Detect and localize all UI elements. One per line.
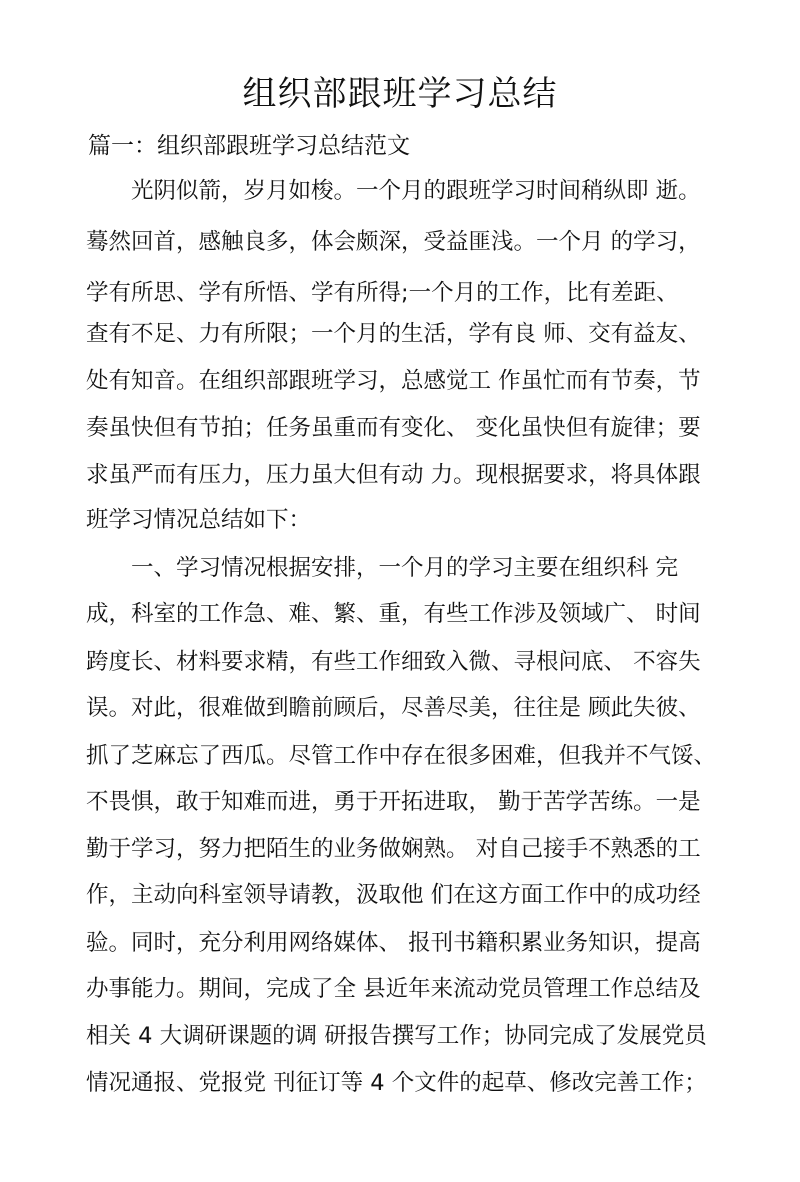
paragraph-line: 相关 4 大调研课题的调 研报告撰写工作；协同完成了发展党员: [86, 1023, 707, 1049]
document-title: 组织部跟班学习总结: [242, 74, 558, 114]
section-heading: 篇一：组织部跟班学习总结范文: [88, 133, 410, 159]
paragraph-line: 奏虽快但有节拍；任务虽重而有变化、 变化虽快但有旋律；要: [86, 415, 701, 441]
paragraph-line: 作，主动向科室领导请教，汲取他 们在这方面工作中的成功经: [86, 882, 701, 908]
paragraph-line: 办事能力。期间，完成了全 县近年来流动党员管理工作总结及: [86, 976, 701, 1002]
paragraph-line: 处有知音。在组织部跟班学习，总感觉工 作虽忙而有节奏，节: [86, 368, 701, 394]
paragraph-line: 抓了芝麻忘了西瓜。尽管工作中存在很多困难，但我并不气馁、: [86, 743, 717, 769]
paragraph-line: 不畏惧，敢于知难而进，勇于开拓进取， 勤于苦学苦练。一是: [86, 789, 701, 815]
paragraph-line: 勤于学习，努力把陌生的业务做娴熟。 对自己接手不熟悉的工: [86, 836, 701, 862]
paragraph-line: 光阴似箭，岁月如梭。一个月的跟班学习时间稍纵即 逝。: [86, 178, 701, 204]
paragraph-line: 验。同时，充分利用网络媒体、 报刊书籍积累业务知识，提高: [86, 930, 701, 956]
paragraph-line: 求虽严而有压力，压力虽大但有动 力。现根据要求，将具体跟: [86, 462, 701, 488]
paragraph-line: 情况通报、党报党 刊征订等 4 个文件的起草、修改完善工作；: [86, 1070, 707, 1096]
paragraph-line: 一、学习情况根据安排，一个月的学习主要在组织科 完: [86, 555, 679, 581]
paragraph-line: 成，科室的工作急、难、繁、重，有些工作涉及领域广、 时间: [86, 601, 701, 627]
paragraph-line: 查有不足、力有所限；一个月的生活，学有良 师、交有益友、: [86, 321, 701, 347]
paragraph-line: 学有所思、学有所悟、学有所得;一个月的工作，比有差距、: [86, 280, 679, 306]
paragraph-line: 班学习情况总结如下：: [86, 507, 312, 533]
paragraph-line: 误。对此，很难做到瞻前顾后，尽善尽美，往往是 顾此失彼、: [86, 695, 701, 721]
paragraph-line: 跨度长、材料要求精，有些工作细致入微、寻根问底、 不容失: [86, 649, 701, 675]
paragraph-line: 蓦然回首，感触良多，体会颇深，受益匪浅。一个月 的学习，: [86, 229, 701, 255]
